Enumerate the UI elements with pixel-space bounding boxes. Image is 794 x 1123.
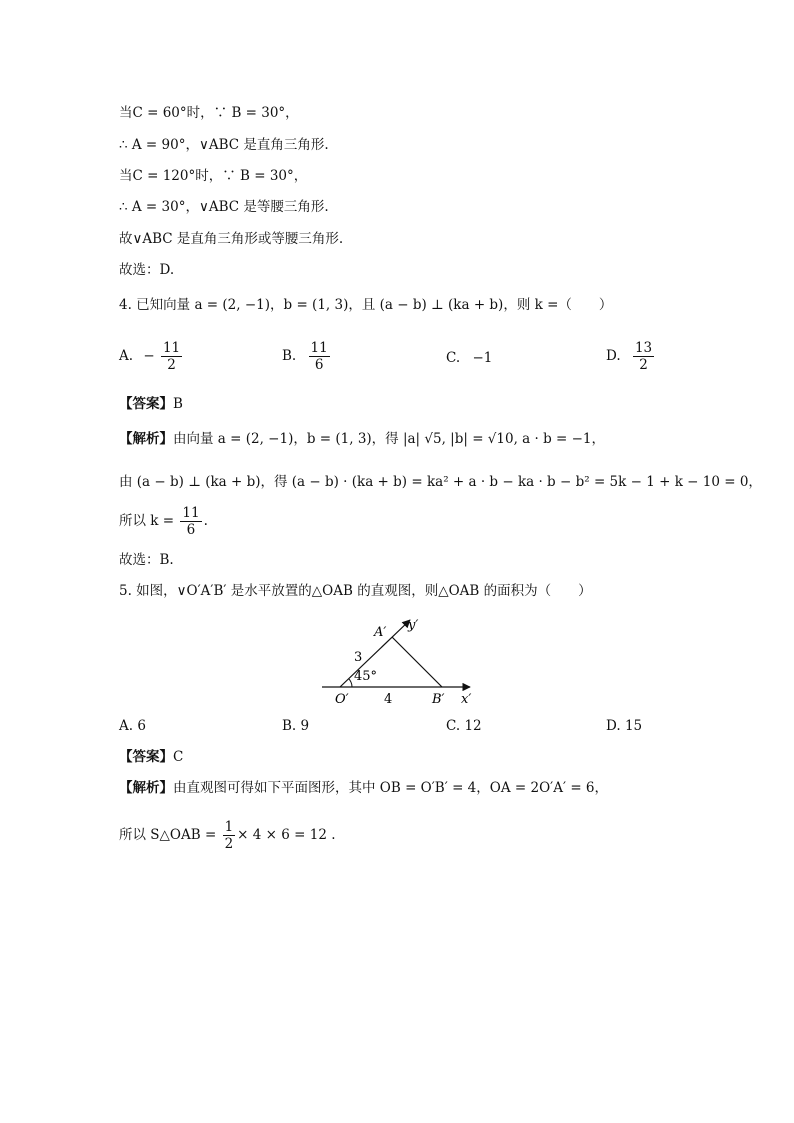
option-fraction	[161, 340, 182, 373]
option-letter: A.	[119, 718, 134, 734]
option-sign: −	[143, 348, 155, 364]
q4-analysis-1	[119, 430, 605, 448]
oblique-figure	[318, 614, 498, 709]
analysis-tag: 【解析】	[119, 780, 173, 796]
option-letter: B.	[282, 348, 297, 364]
solution-line-3: 当C = 120°时，∵ B = 30°，	[119, 168, 308, 184]
option-letter: B.	[282, 718, 297, 734]
option-letter: C.	[446, 350, 461, 366]
analysis-text: 由直观图可得如下平面图形，其中 OB = O′B′ = 4，OA = 2O′A′ = 6，	[173, 780, 609, 796]
label-b-prime: B′	[432, 692, 445, 707]
fraction-denominator: 6	[186, 522, 196, 538]
fraction-denominator: 6	[314, 357, 324, 373]
analysis-fraction	[180, 505, 201, 538]
q4-answer	[119, 395, 183, 413]
q5-option-d	[606, 717, 642, 735]
q4-option-c	[446, 349, 492, 367]
solution-line-6: 故选：D.	[119, 262, 175, 278]
option-text: 6	[137, 718, 146, 734]
answer-value: C	[173, 749, 184, 765]
q5-option-b	[282, 717, 309, 735]
option-letter: A.	[119, 348, 134, 364]
option-text: 12	[464, 718, 482, 734]
q5-answer	[119, 748, 183, 766]
label-o-prime: O′	[335, 692, 349, 707]
q5-option-a	[119, 717, 146, 735]
fraction-numerator: 13	[634, 340, 653, 356]
analysis-tag: 【解析】	[119, 431, 173, 447]
q4-conclusion: 故选：B.	[119, 552, 174, 568]
q5-analysis-1	[119, 779, 608, 797]
q4-analysis-2: 由 (a − b) ⊥ (ka + b)，得 (a − b) · (ka + b) = ka² + a · b − ka · b − b² = 5k − 1 + k − 10 = 0，	[119, 474, 762, 490]
segment-ab	[392, 637, 442, 687]
q4-analysis-3	[119, 505, 208, 538]
option-text: 15	[624, 718, 643, 734]
q4-option-b	[282, 340, 332, 373]
option-fraction	[633, 340, 654, 373]
q5-stem: 5. 如图，∨O′A′B′ 是水平放置的△OAB 的直观图，则△OAB 的面积为（ ）	[119, 583, 592, 599]
fraction-numerator: 11	[310, 340, 328, 356]
option-letter: D.	[606, 718, 621, 734]
q4-option-d	[606, 340, 656, 373]
option-text: −1	[472, 350, 493, 366]
label-x-prime: x′	[461, 692, 472, 707]
analysis-prefix: 所以 S△OAB =	[119, 827, 217, 843]
analysis-fraction	[223, 819, 236, 852]
solution-line-2: ∴ A = 90°，∨ABC 是直角三角形.	[119, 137, 329, 153]
solution-line-5: 故∨ABC 是直角三角形或等腰三角形.	[119, 231, 344, 247]
fraction-numerator: 1	[224, 819, 234, 835]
solution-line-1: 当C = 60°时，∵ B = 30°，	[119, 105, 299, 121]
fraction-numerator: 11	[162, 340, 181, 356]
label-y-prime: y′	[408, 618, 419, 633]
analysis-text: 由向量 a = (2, −1)，b = (1, 3)，得 |a| √5, |b| = √10, a · b = −1，	[173, 431, 606, 447]
fraction-denominator: 2	[639, 357, 648, 373]
answer-tag: 【答案】	[119, 749, 173, 765]
fraction-denominator: 2	[167, 357, 176, 373]
analysis-suffix: .	[203, 513, 208, 529]
option-letter: C.	[446, 718, 461, 734]
q5-option-c	[446, 717, 482, 735]
fraction-denominator: 2	[224, 836, 234, 852]
angle-arc	[349, 679, 353, 688]
q5-analysis-2	[119, 819, 336, 852]
fraction-numerator: 11	[182, 505, 200, 521]
label-side-ob: 4	[384, 692, 393, 707]
answer-tag: 【答案】	[119, 396, 173, 412]
label-side-oa: 3	[354, 650, 363, 665]
option-fraction	[309, 340, 330, 373]
answer-value: B	[173, 396, 183, 412]
label-angle: 45°	[354, 669, 378, 684]
analysis-suffix: × 4 × 6 = 12 .	[237, 827, 336, 843]
q4-stem: 4. 已知向量 a = (2, −1)，b = (1, 3)，且 (a − b) ⊥ (ka + b)，则 k =（ ）	[119, 297, 613, 313]
label-a-prime: A′	[374, 625, 387, 640]
q4-option-a	[119, 340, 184, 373]
solution-line-4: ∴ A = 30°，∨ABC 是等腰三角形.	[119, 199, 329, 215]
option-text: 9	[300, 718, 310, 734]
analysis-prefix: 所以 k =	[119, 513, 175, 529]
option-letter: D.	[606, 348, 621, 364]
